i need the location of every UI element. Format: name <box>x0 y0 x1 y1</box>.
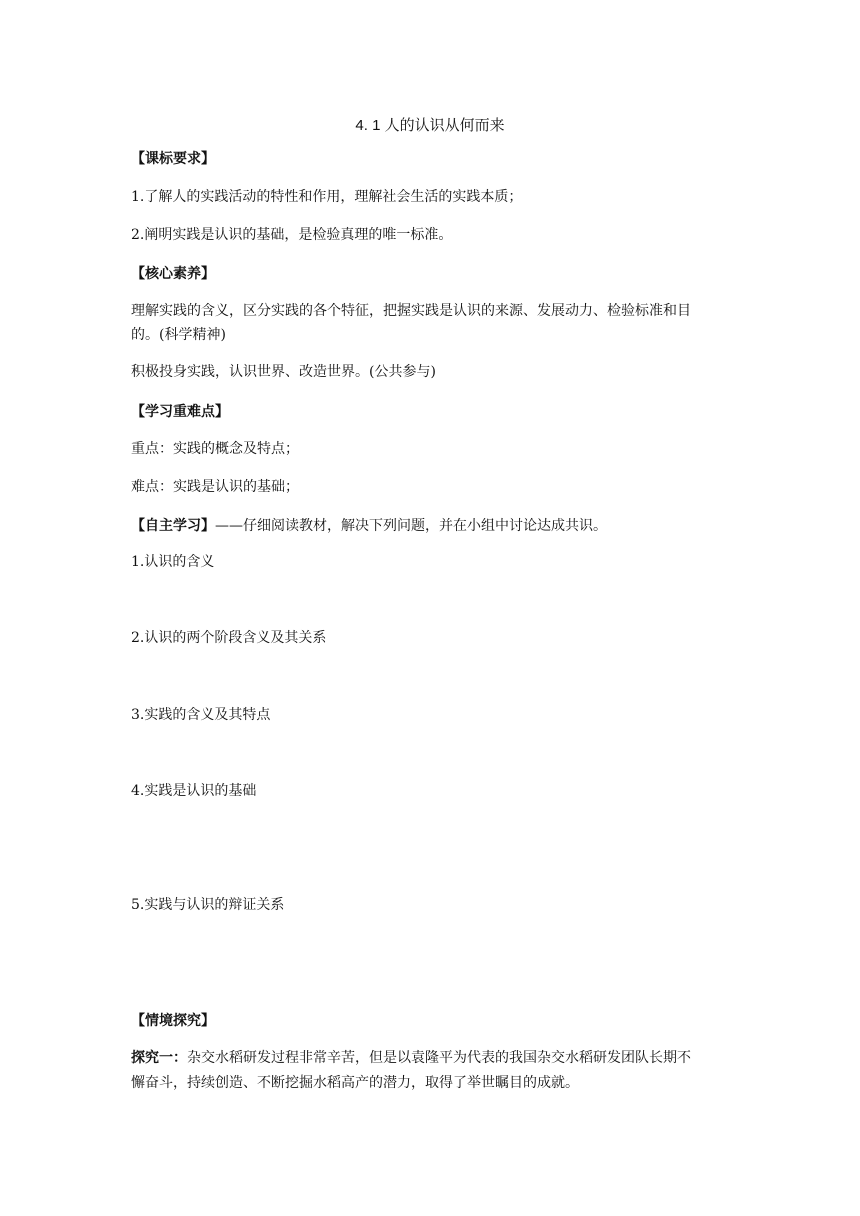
curriculum-heading: 【课标要求】 <box>131 150 215 166</box>
literacy-paragraph-1-line-2: 的。(科学精神) <box>131 327 226 343</box>
inquiry-heading: 【情境探究】 <box>131 1012 215 1028</box>
curriculum-item-2: 2.阐明实践是认识的基础，是检验真理的唯一标准。 <box>131 227 453 243</box>
literacy-heading: 【核心素养】 <box>131 265 215 281</box>
inquiry-1-line-1 <box>131 1047 691 1068</box>
question-5: 5.实践与认识的辩证关系 <box>131 897 285 913</box>
question-1: 1.认识的含义 <box>131 554 215 570</box>
self-study-line <box>131 515 607 536</box>
self-study-instruction: ——仔细阅读教材，解决下列问题，并在小组中讨论达成共识。 <box>215 518 607 534</box>
self-study-heading: 【自主学习】 <box>131 517 215 533</box>
inquiry-1-line-2: 懈奋斗，持续创造、不断挖掘水稻高产的潜力，取得了举世瞩目的成就。 <box>131 1075 579 1091</box>
question-4: 4.实践是认识的基础 <box>131 783 257 799</box>
inquiry-1-label: 探究一： <box>131 1049 187 1065</box>
inquiry-1-text: 杂交水稻研发过程非常辛苦，但是以袁隆平为代表的我国杂交水稻研发团队长期不 <box>187 1050 691 1066</box>
question-2: 2.认识的两个阶段含义及其关系 <box>131 630 327 646</box>
keypoint-focus: 重点：实践的概念及特点； <box>131 441 299 457</box>
literacy-paragraph-2: 积极投身实践，认识世界、改造世界。(公共参与) <box>131 364 436 380</box>
question-3: 3.实践的含义及其特点 <box>131 707 271 723</box>
keypoint-difficulty: 难点：实践是认识的基础； <box>131 479 299 495</box>
page-title: 4. 1 人的认识从何而来 <box>355 117 505 134</box>
curriculum-item-1: 1.了解人的实践活动的特性和作用，理解社会生活的实践本质； <box>131 189 523 205</box>
literacy-paragraph-1-line-1: 理解实践的含义，区分实践的各个特征，把握实践是认识的来源、发展动力、检验标准和目 <box>131 303 691 319</box>
keypoints-heading: 【学习重难点】 <box>131 403 229 419</box>
